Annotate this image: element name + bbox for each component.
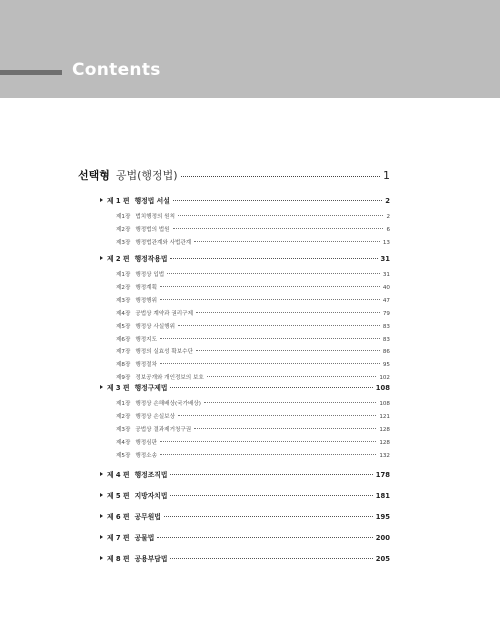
toc-chapter-entry[interactable] xyxy=(116,425,390,433)
dot-leader xyxy=(170,387,372,388)
dot-leader xyxy=(170,258,377,259)
part-page: 31 xyxy=(380,255,390,263)
chapter-number: 제5장 xyxy=(116,452,131,459)
dot-leader xyxy=(157,537,373,538)
chapter-number: 제3장 xyxy=(116,297,131,304)
dot-leader xyxy=(196,350,380,351)
chapter-number: 제1장 xyxy=(116,214,131,220)
part-title: 행정구제법 xyxy=(134,384,168,392)
chapter-title: 행정법관계와 사법관계 xyxy=(135,239,192,246)
part-number: 제 2 편 xyxy=(107,255,130,263)
chapter-number: 제2장 xyxy=(116,413,131,420)
dot-leader xyxy=(178,325,380,326)
dot-leader xyxy=(164,516,373,517)
chapter-page: 132 xyxy=(379,452,390,459)
dot-leader xyxy=(170,495,372,496)
dot-leader xyxy=(207,376,377,377)
chapter-page: 47 xyxy=(382,297,390,304)
toc-chapter-entry[interactable] xyxy=(116,451,390,459)
chapter-page: 31 xyxy=(382,272,390,278)
dot-leader xyxy=(173,200,382,201)
chapter-number: 제2장 xyxy=(116,226,131,233)
chapter-title: 행정소송 xyxy=(135,452,157,459)
toc-part-entry[interactable] xyxy=(100,490,390,500)
chapter-number: 제7장 xyxy=(116,349,131,356)
dot-leader xyxy=(160,454,376,455)
toc-chapter-entry[interactable] xyxy=(116,212,390,220)
dot-leader xyxy=(160,338,380,339)
chapter-title: 행정행위 xyxy=(135,297,157,304)
chapter-number: 제4장 xyxy=(116,310,131,317)
part-page: 200 xyxy=(375,534,390,542)
chapter-title: 행정상 손실보상 xyxy=(135,413,175,420)
dot-leader xyxy=(160,363,380,364)
toc-part-entry[interactable] xyxy=(100,511,390,521)
triangle-bullet-icon xyxy=(100,472,103,476)
chapter-page: 2 xyxy=(386,214,390,220)
page-title: Contents xyxy=(72,60,161,80)
chapter-page: 128 xyxy=(379,426,390,433)
chapter-number: 제5장 xyxy=(116,323,131,330)
toc-part-entry[interactable] xyxy=(100,553,390,563)
chapter-page: 102 xyxy=(379,375,390,382)
chapter-page: 6 xyxy=(386,226,390,233)
part-title: 공무원법 xyxy=(134,513,161,521)
chapter-page: 83 xyxy=(382,336,390,343)
part-number: 제 4 편 xyxy=(107,471,130,479)
toc-part-entry[interactable] xyxy=(100,469,390,479)
toc-chapter-entry[interactable] xyxy=(116,283,390,291)
triangle-bullet-icon xyxy=(100,535,103,539)
dot-leader xyxy=(194,428,376,429)
chapter-number: 제1장 xyxy=(116,272,131,278)
part-page: 2 xyxy=(385,197,390,205)
part-number: 제 6 편 xyxy=(107,513,130,521)
toc-part-entry[interactable] xyxy=(100,382,390,392)
part-number: 제 1 편 xyxy=(107,197,130,205)
triangle-bullet-icon xyxy=(100,493,103,497)
toc-chapter-entry[interactable] xyxy=(116,347,390,355)
chapter-title: 공법상 결과제거청구권 xyxy=(135,426,192,433)
dot-leader xyxy=(194,241,380,242)
chapter-title: 공법상 계약과 권리구제 xyxy=(135,310,193,317)
part-number: 제 5 편 xyxy=(107,492,130,500)
part-number: 제 7 편 xyxy=(107,534,130,542)
part-title: 공용부담법 xyxy=(134,555,168,563)
dot-leader xyxy=(181,176,380,177)
triangle-bullet-icon xyxy=(100,556,103,560)
dot-leader xyxy=(204,402,376,403)
chapter-number: 제8장 xyxy=(116,362,131,369)
toc-chapter-entry[interactable] xyxy=(116,412,390,420)
toc-main-entry[interactable] xyxy=(78,167,390,183)
chapter-title: 행정법의 법원 xyxy=(135,226,170,233)
main-entry-title: 선택형 xyxy=(78,169,110,182)
main-entry-page: 1 xyxy=(383,169,390,182)
chapter-title: 행정상 손해배상(국가배상) xyxy=(135,401,201,407)
toc-chapter-entry[interactable] xyxy=(116,373,390,381)
chapter-page: 128 xyxy=(379,439,390,446)
triangle-bullet-icon xyxy=(100,198,103,202)
part-page: 181 xyxy=(375,492,390,500)
chapter-page: 40 xyxy=(382,284,390,291)
part-number: 제 3 편 xyxy=(107,384,130,392)
chapter-title: 행정지도 xyxy=(135,336,157,343)
dot-leader xyxy=(178,215,383,216)
part-page: 108 xyxy=(375,384,390,392)
chapter-title: 행정절차 xyxy=(135,362,157,369)
dot-leader xyxy=(170,474,372,475)
toc-chapter-entry[interactable] xyxy=(116,438,390,446)
toc-chapter-entry[interactable] xyxy=(116,399,390,407)
part-page: 195 xyxy=(375,513,390,521)
dot-leader xyxy=(160,286,380,287)
main-entry-subtitle: 공법(행정법) xyxy=(115,169,178,182)
chapter-page: 121 xyxy=(379,413,390,420)
chapter-page: 86 xyxy=(382,349,390,356)
chapter-number: 제3장 xyxy=(116,239,131,246)
part-title: 지방자치법 xyxy=(134,492,168,500)
chapter-page: 83 xyxy=(382,323,390,330)
chapter-title: 행정상 사실행위 xyxy=(135,323,175,330)
part-title: 행정조직법 xyxy=(134,471,168,479)
toc-chapter-entry[interactable] xyxy=(116,270,390,278)
chapter-title: 행정심판 xyxy=(135,439,157,446)
chapter-number: 제4장 xyxy=(116,439,131,446)
dot-leader xyxy=(160,299,380,300)
chapter-title: 법치행정의 원칙 xyxy=(135,214,175,220)
toc-chapter-entry[interactable] xyxy=(116,238,390,246)
dot-leader xyxy=(160,441,376,442)
triangle-bullet-icon xyxy=(100,256,103,260)
chapter-number: 제9장 xyxy=(116,375,131,382)
dot-leader xyxy=(196,312,380,313)
chapter-title: 정보공개와 개인정보의 보호 xyxy=(135,375,204,382)
chapter-page: 13 xyxy=(382,239,390,246)
chapter-page: 108 xyxy=(379,401,390,407)
toc-chapter-entry[interactable] xyxy=(116,360,390,368)
part-title: 행정법 서설 xyxy=(134,197,170,205)
chapter-number: 제1장 xyxy=(116,401,131,407)
chapter-title: 행정의 실효성 확보수단 xyxy=(135,349,193,356)
chapter-number: 제2장 xyxy=(116,284,131,291)
toc-part-entry[interactable] xyxy=(100,195,390,205)
part-page: 205 xyxy=(375,555,390,563)
dot-leader xyxy=(178,415,376,416)
chapter-page: 95 xyxy=(382,362,390,369)
toc-part-entry[interactable] xyxy=(100,532,390,542)
toc-part-entry[interactable] xyxy=(100,253,390,263)
toc-chapter-entry[interactable] xyxy=(116,225,390,233)
part-page: 178 xyxy=(375,471,390,479)
toc-chapter-entry[interactable] xyxy=(116,322,390,330)
triangle-bullet-icon xyxy=(100,385,103,389)
chapter-page: 79 xyxy=(382,310,390,317)
dot-leader xyxy=(167,273,380,274)
chapter-number: 제6장 xyxy=(116,336,131,343)
toc-chapter-entry[interactable] xyxy=(116,309,390,317)
toc-chapter-entry[interactable] xyxy=(116,296,390,304)
chapter-title: 행정계획 xyxy=(135,284,157,291)
dot-leader xyxy=(173,228,384,229)
triangle-bullet-icon xyxy=(100,514,103,518)
part-title: 공물법 xyxy=(134,534,155,542)
toc-chapter-entry[interactable] xyxy=(116,335,390,343)
chapter-number: 제3장 xyxy=(116,426,131,433)
chapter-title: 행정상 입법 xyxy=(135,272,165,278)
part-title: 행정작용법 xyxy=(134,255,168,263)
part-number: 제 8 편 xyxy=(107,555,130,563)
dot-leader xyxy=(170,558,372,559)
